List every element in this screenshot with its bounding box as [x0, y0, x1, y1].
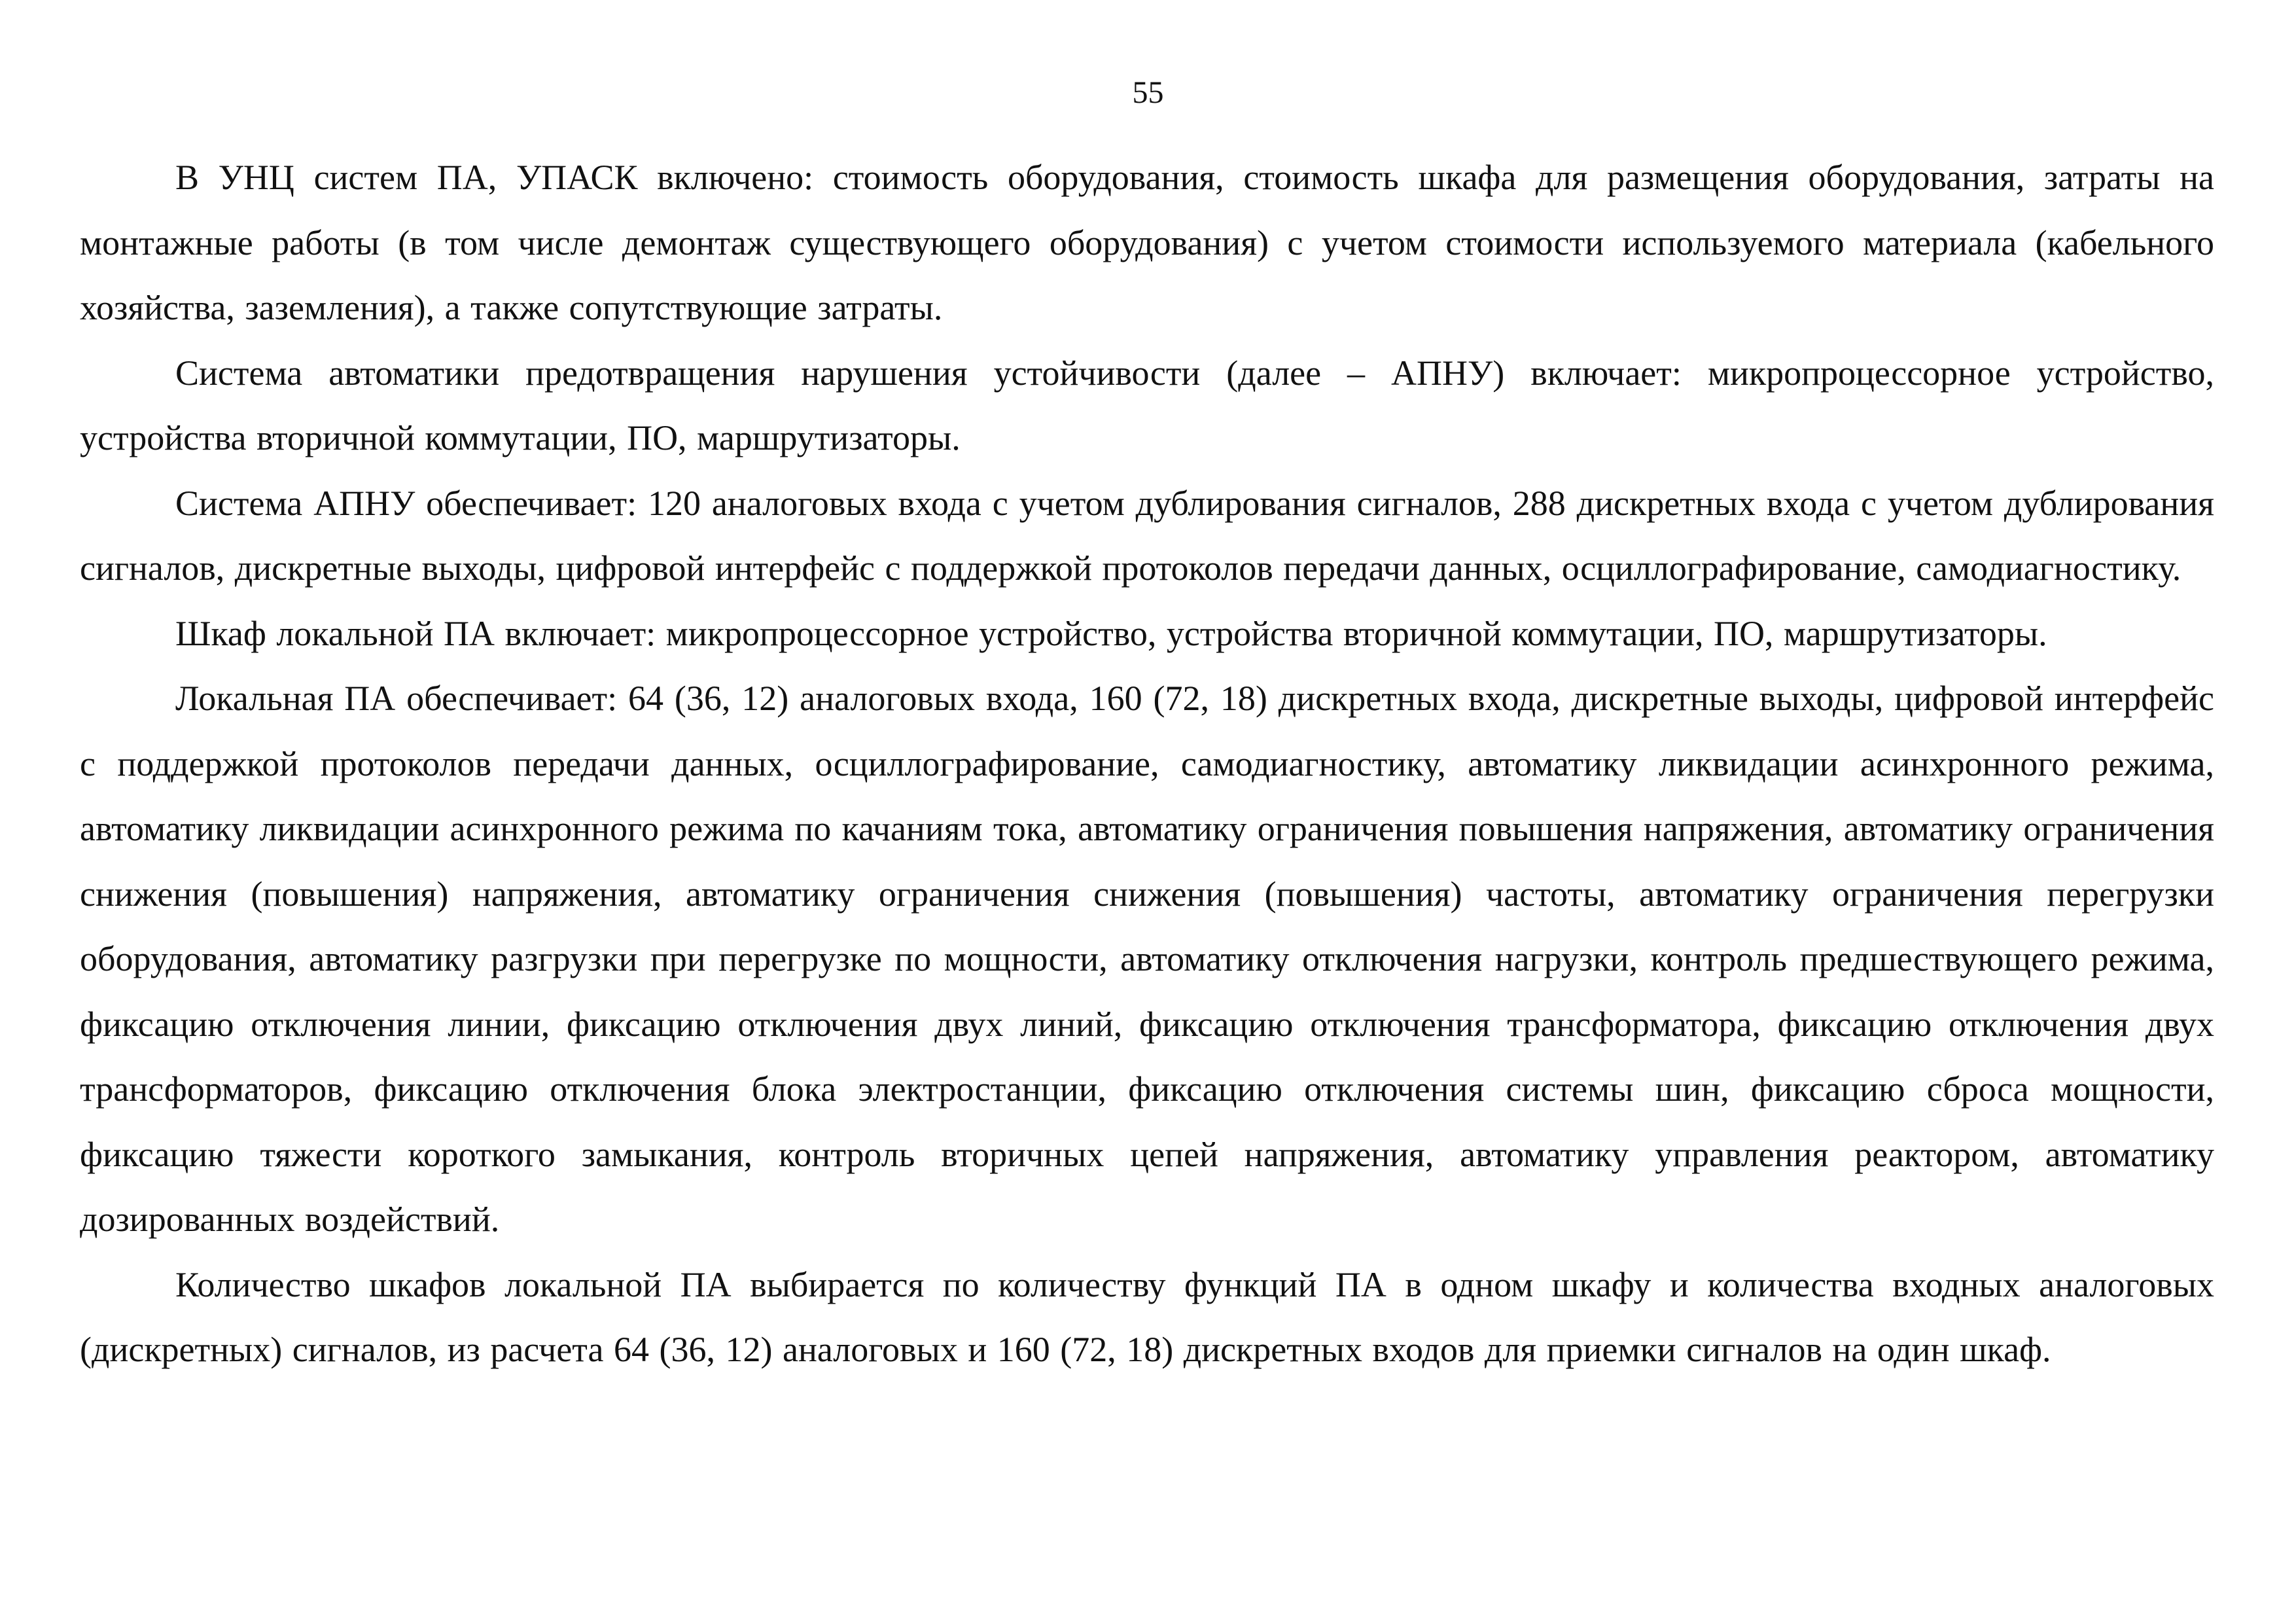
- page-number: 55: [1132, 75, 1164, 110]
- paragraph-apnu-provides: Система АПНУ обеспечивает: 120 аналоговых входа с учетом дублирования сигналов, 288 дискретных входа с учетом дублирования сигналов, дискретные выходы, цифровой интерфейс с поддержкой протоколов передачи данных, осциллографирование, самодиагностику.: [80, 483, 2214, 588]
- document-body: [80, 145, 2214, 1383]
- paragraph-cabinet-count: Количество шкафов локальной ПА выбирается по количеству функций ПА в одном шкафу и количества входных аналоговых (дискретных) сигналов, из расчета 64 (36, 12) аналоговых и 160 (72, 18) дискретных входов для приемки сигналов на один шкаф.: [80, 1264, 2214, 1369]
- paragraph-local-pa-cabinet: Шкаф локальной ПА включает: микропроцессорное устройство, устройства вторичной коммутации, ПО, маршрутизаторы.: [175, 613, 2047, 653]
- paragraph-unc-composition: В УНЦ систем ПА, УПАСК включено: стоимость оборудования, стоимость шкафа для размещения оборудования, затраты на монтажные работы (в том числе демонтаж существующего оборудования) с учетом стоимости используемого материала (кабельного хозяйства, заземления), а также сопутствующие затраты.: [80, 158, 2214, 327]
- paragraph-local-pa-provides: Локальная ПА обеспечивает: 64 (36, 12) аналоговых входа, 160 (72, 18) дискретных входа, дискретные выходы, цифровой интерфейс с поддержкой протоколов передачи данных, осциллографирование, самодиагностику, автоматику ликвидации асинхронного режима, автоматику ликвидации асинхронного режима по качаниям тока, автоматику ограничения повышения напряжения, автоматику ограничения снижения (повышения) напряжения, автоматику ограничения снижения (повышения) частоты, автоматику ограничения перегрузки оборудования, автоматику разгрузки при перегрузке по мощности, автоматику отключения нагрузки, контроль предшествующего режима, фиксацию отключения линии, фиксацию отключения двух линий, фиксацию отключения трансформатора, фиксацию отключения двух трансформаторов, фиксацию отключения блока электростанции, фиксацию отключения системы шин, фиксацию сброса мощности, фиксацию тяжести короткого замыкания, контроль вторичных цепей напряжения, автоматику управления реактором, автоматику дозированных воздействий.: [80, 679, 2214, 1239]
- paragraph-apnu-includes: Система автоматики предотвращения нарушения устойчивости (далее – АПНУ) включает: микропроцессорное устройство, устройства вторичной коммутации, ПО, маршрутизаторы.: [80, 353, 2214, 457]
